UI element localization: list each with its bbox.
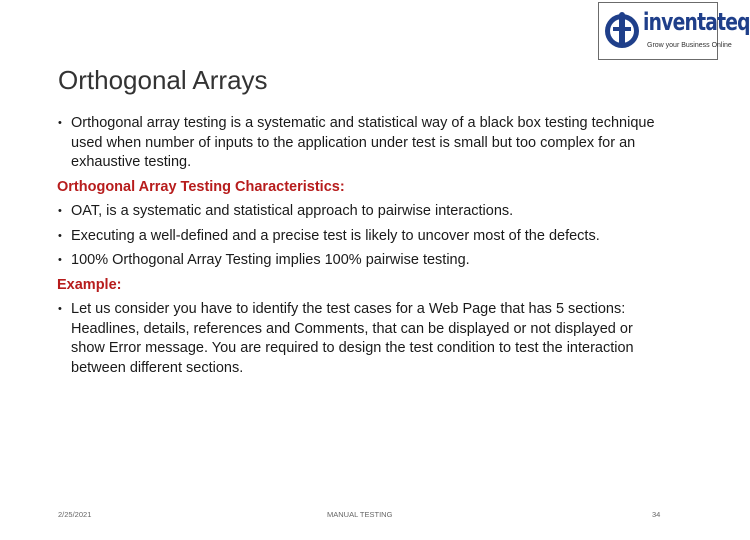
example-heading: Example: [57, 276, 122, 293]
characteristic-text: Executing a well-defined and a precise test is likely to uncover most of the defects. [71, 227, 600, 244]
list-item [57, 300, 667, 378]
bullet-icon: • [58, 117, 62, 129]
logo-wordmark: inventateq [643, 8, 750, 36]
slide-body [57, 114, 667, 383]
footer-title: MANUAL TESTING [327, 510, 393, 519]
company-logo [598, 2, 750, 60]
intro-text: Orthogonal array testing is a systematic and statistical way of a black box testing technique used when number of inputs to the application under test is small but too complex for an exhaustive testing. [71, 115, 655, 170]
logo-mark-icon [603, 9, 641, 55]
characteristic-text: 100% Orthogonal Array Testing implies 100% pairwise testing. [71, 252, 470, 268]
characteristic-text: OAT, is a systematic and statistical approach to pairwise interactions. [71, 203, 514, 219]
list-item [57, 227, 667, 247]
page-number: 34 [652, 510, 661, 519]
list-item [57, 251, 667, 271]
example-text: Let us consider you have to identify the test cases for a Web Page that has 5 sections: Headlines, details, references and Comments, that can be displayed or not displayed or show Error message. You are required to design the test condition to test the interaction between different sections. [71, 301, 634, 376]
page-title: Orthogonal Arrays [58, 65, 268, 95]
list-item [57, 114, 667, 173]
logo-tagline: Grow your Business Online [647, 42, 732, 49]
bullet-icon: • [58, 229, 62, 242]
bullet-icon: • [58, 303, 62, 315]
characteristics-heading: Orthogonal Array Testing Characteristics: [57, 178, 345, 195]
footer-date: 2/25/2021 [58, 510, 92, 519]
list-item [57, 202, 667, 222]
bullet-icon: • [58, 205, 62, 217]
bullet-icon: • [58, 254, 62, 266]
